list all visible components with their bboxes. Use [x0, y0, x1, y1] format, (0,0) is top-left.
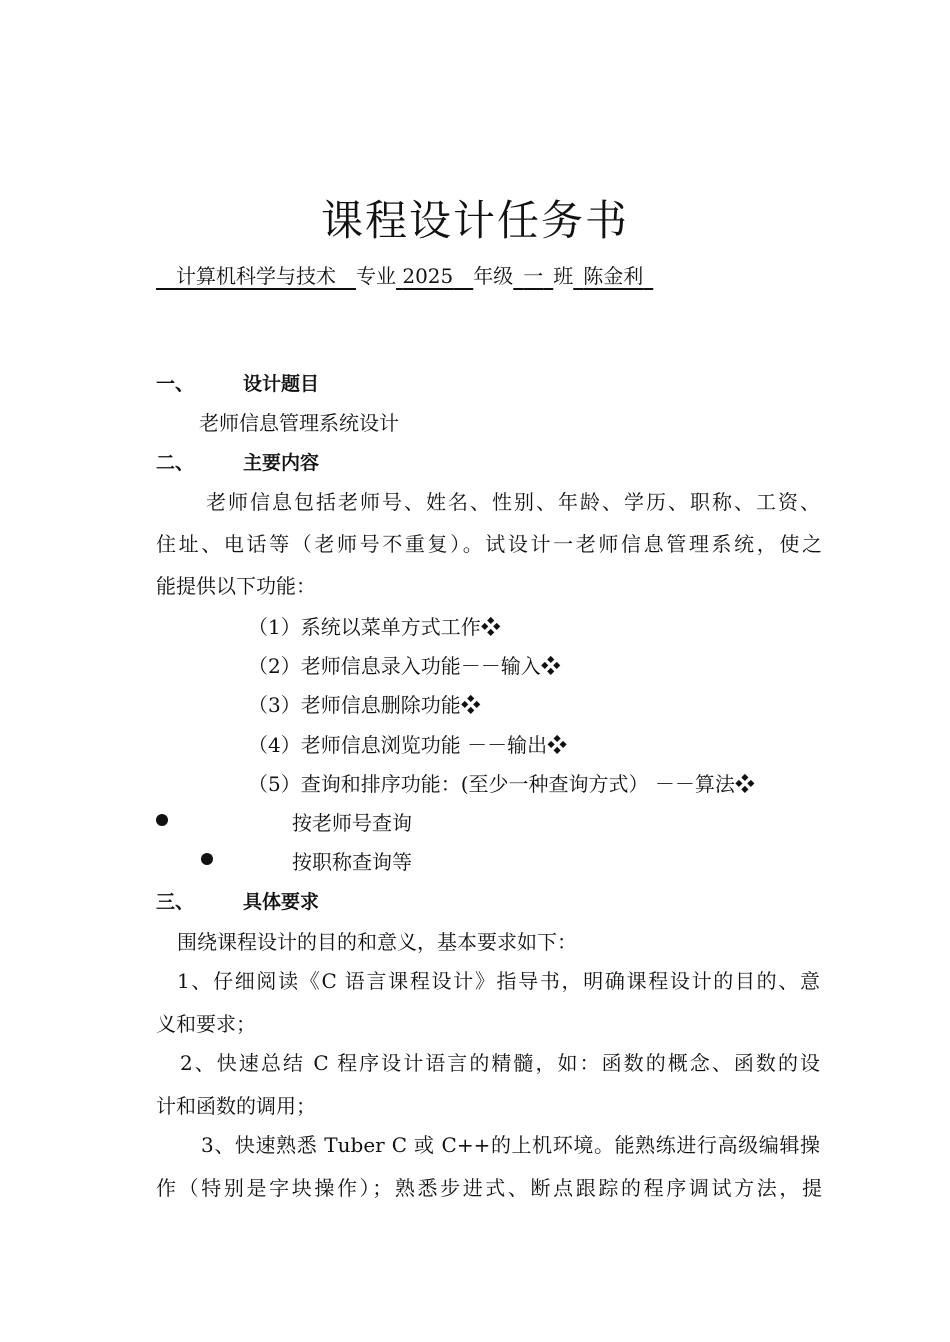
document-title: 课程设计任务书 — [320, 196, 629, 245]
section-1-number: 一、 — [156, 373, 195, 395]
grade-value: 2025 — [402, 264, 454, 288]
bullet-icon — [201, 853, 213, 865]
feature-item: （1）系统以菜单方式工作❖ — [248, 615, 501, 639]
name-value: 陈金利 — [583, 264, 644, 288]
requirement-line: 作（特别是字块操作）；熟悉步进式、断点跟踪的程序调试方法，提 — [156, 1176, 822, 1200]
section-3-number: 三、 — [156, 891, 195, 913]
section-2-number: 二、 — [156, 452, 195, 474]
content-paragraph-line: 住址、电话等（老师号不重复）。试设计一老师信息管理系统，使之 — [156, 532, 822, 556]
student-info-line — [156, 260, 653, 289]
major-label: 专业 — [356, 264, 396, 288]
class-label: 班 — [553, 264, 574, 288]
requirement-line: 1、仔细阅读《C 语言课程设计》指导书，明确课程设计的目的、意 — [177, 969, 820, 993]
requirement-line: 2、快速总结 C 程序设计语言的精髓，如：函数的概念、函数的设 — [180, 1051, 820, 1075]
feature-item: （3）老师信息删除功能❖ — [248, 693, 481, 717]
major-value: 计算机科学与技术 — [176, 264, 336, 288]
grade-label: 年级 — [473, 264, 514, 288]
design-topic: 老师信息管理系统设计 — [199, 411, 399, 435]
feature-item: （5）查询和排序功能：(至少一种查询方式） －－算法❖ — [248, 772, 755, 796]
feature-item: （2）老师信息录入功能－－输入❖ — [248, 654, 561, 678]
section-3-title: 具体要求 — [243, 891, 320, 913]
bullet-icon — [156, 814, 168, 826]
bullet-item: 按职称查询等 — [292, 850, 412, 874]
requirement-line: 3、快速熟悉 Tuber C 或 C++的上机环境。能熟练进行高级编辑操 — [201, 1133, 820, 1157]
bullet-item: 按老师号查询 — [292, 811, 412, 835]
requirements-intro: 围绕课程设计的目的和意义，基本要求如下： — [177, 930, 577, 954]
feature-item: （4）老师信息浏览功能 －－输出❖ — [248, 733, 568, 757]
content-paragraph-line: 老师信息包括老师号、姓名、性别、年龄、学历、职称、工资、 — [206, 490, 820, 514]
section-1-title: 设计题目 — [243, 373, 320, 395]
requirement-line: 义和要求； — [156, 1012, 256, 1036]
requirement-line: 计和函数的调用； — [156, 1094, 316, 1118]
class-value: 一 — [523, 264, 544, 288]
content-paragraph-line: 能提供以下功能： — [156, 574, 316, 598]
section-2-title: 主要内容 — [243, 452, 320, 474]
